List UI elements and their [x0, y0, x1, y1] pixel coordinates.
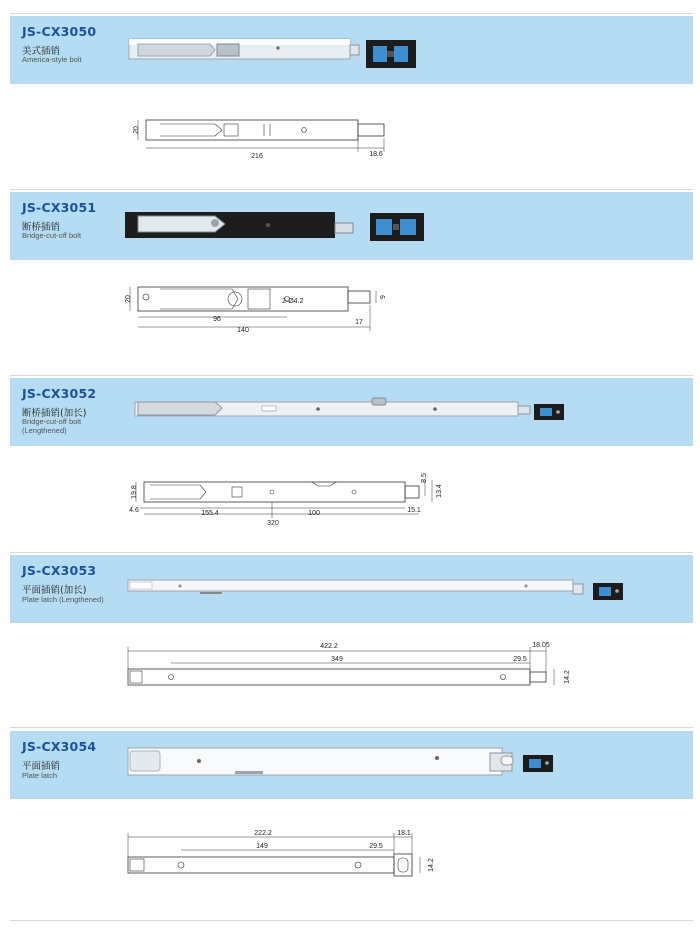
dim-bolt: 18.6	[369, 151, 383, 158]
dim-bolt: 15.1	[407, 507, 421, 514]
dim-bolt: 18.1	[397, 830, 411, 837]
separator	[10, 13, 693, 14]
technical-drawing-cx3050	[0, 100, 700, 200]
dim-holes: 2-Ø4.2	[282, 298, 304, 305]
dim-end: 29.5	[513, 656, 527, 663]
dim-bolt: 18.05	[532, 642, 550, 649]
product-name-zh: 断桥插销(加长)	[22, 408, 87, 419]
strike-plate-photo	[10, 378, 693, 446]
dim-height: 14.2	[564, 670, 571, 684]
dim-bolt-h2: 13.4	[436, 484, 443, 498]
technical-drawing-cx3053	[0, 635, 700, 735]
model-number: JS-CX3051	[22, 200, 97, 215]
dim-total: 320	[267, 520, 279, 527]
model-number: JS-CX3050	[22, 24, 97, 39]
separator	[10, 375, 693, 376]
dim-d1: 155.4	[201, 510, 219, 517]
product-header-cx3051	[10, 192, 693, 260]
model-number: JS-CX3053	[22, 563, 97, 578]
product-name-en: Bridge-cut-off bolt	[22, 231, 82, 240]
product-header-cx3050	[10, 16, 693, 84]
technical-drawing-cx3052	[0, 462, 700, 562]
dim-height: 19.8	[131, 485, 138, 499]
dim-length: 216	[251, 153, 263, 160]
product-name-zh: 平面插销(加长)	[22, 585, 87, 596]
dim-bolt-h1: 8.5	[421, 473, 428, 483]
technical-drawing-cx3054	[0, 826, 700, 926]
product-name-zh: 美式插销	[22, 46, 61, 57]
strike-plate-photo	[10, 16, 693, 84]
dim-end: 29.5	[369, 843, 383, 850]
product-name-en: America-style bolt	[22, 55, 82, 64]
strike-plate-photo	[10, 555, 693, 623]
dim-total: 422.2	[320, 643, 338, 650]
product-name-zh: 断桥插销	[22, 222, 61, 233]
dim-hole-span: 149	[256, 843, 268, 850]
technical-drawing-cx3051	[0, 275, 700, 375]
dim-d1: 96	[213, 316, 221, 323]
product-name-en: Plate latch	[22, 771, 58, 780]
model-number: JS-CX3054	[22, 739, 97, 754]
product-name-en: Plate latch (Lengthened)	[22, 595, 104, 604]
strike-plate-photo	[10, 731, 693, 799]
product-name-en-suffix: (Lengthened)	[22, 426, 67, 435]
product-header-cx3052	[10, 378, 693, 446]
dim-height: 20	[133, 126, 140, 134]
dim-bolt: 17	[355, 319, 363, 326]
dim-d2: 100	[308, 510, 320, 517]
dim-bolt-height: 9	[380, 295, 387, 299]
dim-d2: 140	[237, 327, 249, 334]
dim-left: 4.6	[129, 507, 139, 514]
product-name-en: Bridge-cut-off bolt	[22, 417, 82, 426]
product-header-cx3053	[10, 555, 693, 623]
dim-total: 222.2	[254, 830, 272, 837]
product-name-zh: 平面插销	[22, 761, 61, 772]
dim-height: 20	[125, 295, 132, 303]
dim-height: 14.2	[428, 858, 435, 872]
product-header-cx3054	[10, 731, 693, 799]
dim-hole-span: 349	[331, 656, 343, 663]
model-number: JS-CX3052	[22, 386, 97, 401]
strike-plate-photo	[10, 192, 693, 260]
